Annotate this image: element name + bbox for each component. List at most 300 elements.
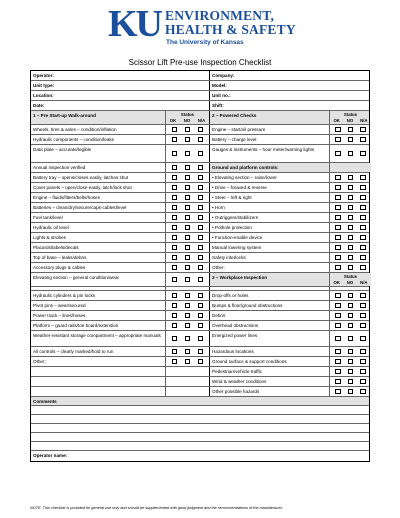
section-header-row bbox=[31, 111, 369, 125]
item-s1-12: Top of base – leaks/debris bbox=[33, 254, 87, 260]
checkbox-ok[interactable] bbox=[172, 265, 178, 271]
blank-status bbox=[165, 387, 209, 396]
checkbox-ok[interactable] bbox=[335, 313, 341, 319]
checkbox-ok[interactable] bbox=[172, 127, 178, 133]
checklist-row bbox=[31, 331, 369, 347]
checkbox-na[interactable] bbox=[360, 313, 366, 319]
status-col-na: N/A bbox=[360, 118, 368, 123]
info-location-label: Location: bbox=[33, 92, 54, 98]
checkbox-no[interactable] bbox=[185, 255, 191, 261]
status-checkboxes bbox=[165, 233, 209, 242]
status-label: Status bbox=[180, 112, 195, 117]
checkbox-ok[interactable] bbox=[335, 151, 341, 157]
checklist-row bbox=[31, 173, 369, 183]
item-s2-7: • Horn bbox=[209, 203, 329, 212]
status-label: Status bbox=[343, 274, 358, 279]
checkbox-na[interactable] bbox=[198, 359, 204, 365]
item-s3-4: Energized power lines bbox=[209, 331, 329, 346]
checkbox-na[interactable] bbox=[198, 127, 204, 133]
checkbox-na[interactable] bbox=[360, 185, 366, 191]
comments-label: Comments bbox=[33, 398, 57, 404]
checkbox-ok[interactable] bbox=[172, 185, 178, 191]
checkbox-na[interactable] bbox=[198, 185, 204, 191]
ku-ehs-logo bbox=[108, 3, 298, 50]
checkbox-ok[interactable] bbox=[172, 303, 178, 309]
status-checkboxes bbox=[165, 173, 209, 182]
checklist-row bbox=[31, 291, 369, 301]
status-col-no: NO bbox=[346, 118, 354, 123]
checkbox-na[interactable] bbox=[198, 293, 204, 299]
checkbox-no[interactable] bbox=[348, 185, 354, 191]
item-s1-10: Lights & strobes bbox=[33, 234, 66, 240]
item-s3-6: Ground surface & support conditions bbox=[209, 357, 329, 366]
info-row bbox=[31, 91, 369, 101]
info-shift-label: Shift: bbox=[209, 101, 371, 110]
item-s1-17: Power track – lines/hoses bbox=[33, 312, 86, 318]
checkbox-na[interactable] bbox=[360, 255, 366, 261]
checkbox-ok[interactable] bbox=[335, 369, 341, 375]
checkbox-na[interactable] bbox=[360, 235, 366, 241]
item-s2-1: Battery – charge level bbox=[209, 135, 329, 144]
status-checkboxes bbox=[165, 213, 209, 222]
checkbox-na[interactable] bbox=[198, 235, 204, 241]
checkbox-ok[interactable] bbox=[335, 336, 341, 342]
checkbox-ok[interactable] bbox=[172, 245, 178, 251]
section-2-title: 2 – Powered Checks bbox=[209, 111, 329, 124]
checkbox-na[interactable] bbox=[198, 137, 204, 143]
item-s1-15: Hydraulic cylinders & pin locks bbox=[33, 292, 96, 298]
status-checkboxes bbox=[165, 163, 209, 172]
info-date-label: Date: bbox=[33, 102, 45, 108]
checkbox-no[interactable] bbox=[185, 185, 191, 191]
checkbox-na[interactable] bbox=[198, 175, 204, 181]
item-s2-8: • Outriggers/stabilizers bbox=[209, 213, 329, 222]
checklist-row bbox=[31, 311, 369, 321]
status-label: Status bbox=[343, 112, 358, 117]
checkbox-no[interactable] bbox=[348, 151, 354, 157]
status-checkboxes bbox=[165, 223, 209, 232]
checkbox-na[interactable] bbox=[198, 195, 204, 201]
checkbox-no[interactable] bbox=[348, 175, 354, 181]
checklist-row bbox=[31, 135, 369, 145]
checklist-row bbox=[31, 145, 369, 163]
blank-cell bbox=[31, 377, 165, 386]
item-s1-7: Batteries – clean/dry/secure/caps-cables/level bbox=[33, 204, 127, 210]
checkbox-no[interactable] bbox=[348, 349, 354, 355]
item-s2-6: • Steer – left & right bbox=[209, 193, 329, 202]
checkbox-no[interactable] bbox=[185, 313, 191, 319]
checkbox-ok[interactable] bbox=[335, 255, 341, 261]
blank-status bbox=[165, 377, 209, 386]
item-s1-8: Fuel tank/level bbox=[33, 214, 63, 220]
status-checkboxes bbox=[329, 135, 371, 144]
checkbox-na[interactable] bbox=[360, 127, 366, 133]
item-s2-5: • Drive – forward & reverse bbox=[209, 183, 329, 192]
checkbox-na[interactable] bbox=[198, 151, 204, 157]
info-company-label: Company: bbox=[209, 71, 371, 80]
checkbox-ok[interactable] bbox=[172, 195, 178, 201]
checkbox-na[interactable] bbox=[198, 265, 204, 271]
checkbox-no[interactable] bbox=[185, 359, 191, 365]
checkbox-no[interactable] bbox=[348, 323, 354, 329]
checkbox-ok[interactable] bbox=[335, 245, 341, 251]
status-checkboxes bbox=[329, 203, 371, 212]
checklist-row bbox=[31, 377, 369, 387]
logo-line-health-safety: HEALTH & SAFETY bbox=[165, 22, 296, 37]
status-checkboxes bbox=[329, 291, 371, 300]
item-s1-13: Accessory plugs & cables bbox=[33, 264, 86, 270]
checkbox-ok[interactable] bbox=[335, 323, 341, 329]
status-col-ok: OK bbox=[333, 118, 340, 123]
checkbox-na[interactable] bbox=[198, 349, 204, 355]
status-col-no: NO bbox=[183, 118, 191, 123]
checkbox-ok[interactable] bbox=[172, 359, 178, 365]
status-checkboxes bbox=[329, 301, 371, 310]
checkbox-ok[interactable] bbox=[335, 389, 341, 395]
comment-line bbox=[31, 442, 369, 451]
checkbox-ok[interactable] bbox=[335, 185, 341, 191]
checkbox-no[interactable] bbox=[348, 293, 354, 299]
status-checkboxes bbox=[329, 125, 371, 134]
item-s2-0: Engine – start/oil pressure bbox=[209, 125, 329, 134]
checkbox-na[interactable] bbox=[360, 205, 366, 211]
item-s1-16: Pivot pins – wear/secured bbox=[33, 302, 86, 308]
checkbox-na[interactable] bbox=[360, 349, 366, 355]
item-s1-5: Cover panels – open/close easily, latch/lock shut bbox=[33, 184, 132, 190]
checkbox-na[interactable] bbox=[360, 175, 366, 181]
checkbox-na[interactable] bbox=[198, 303, 204, 309]
item-s2-12: Safety interlocks bbox=[209, 253, 329, 262]
checkbox-na[interactable] bbox=[360, 379, 366, 385]
checkbox-ok[interactable] bbox=[172, 215, 178, 221]
checkbox-ok[interactable] bbox=[172, 349, 178, 355]
checkbox-no[interactable] bbox=[348, 369, 354, 375]
info-operator-label: Operator: bbox=[33, 72, 54, 78]
checkbox-no[interactable] bbox=[185, 165, 191, 171]
checklist-row bbox=[31, 263, 369, 273]
checkbox-ok[interactable] bbox=[172, 225, 178, 231]
item-s1-11: Placards/labels/decals bbox=[33, 244, 79, 250]
checkbox-ok[interactable] bbox=[172, 277, 178, 283]
checkbox-no[interactable] bbox=[185, 225, 191, 231]
item-s1-20: All controls – clearly marked/hold to run bbox=[33, 348, 114, 354]
checkbox-na[interactable] bbox=[360, 369, 366, 375]
checkbox-no[interactable] bbox=[348, 265, 354, 271]
item-s2-13: Other: bbox=[209, 263, 329, 272]
item-s1-9: Hydraulic oil level bbox=[33, 224, 69, 230]
status-checkboxes bbox=[329, 183, 371, 192]
checkbox-no[interactable] bbox=[348, 359, 354, 365]
status-checkboxes bbox=[329, 347, 371, 356]
status-checkboxes bbox=[165, 243, 209, 252]
checklist-row bbox=[31, 203, 369, 213]
status-checkboxes bbox=[329, 263, 371, 272]
blank-status bbox=[329, 287, 371, 290]
status-header bbox=[329, 273, 371, 286]
checkbox-ok[interactable] bbox=[172, 323, 178, 329]
checkbox-no[interactable] bbox=[185, 215, 191, 221]
checklist-table bbox=[30, 70, 370, 462]
comment-line bbox=[31, 406, 369, 415]
checklist-title: Scissor Lift Pre-use Inspection Checklist bbox=[128, 58, 272, 67]
checkbox-no[interactable] bbox=[185, 323, 191, 329]
checkbox-no[interactable] bbox=[348, 195, 354, 201]
checkbox-ok[interactable] bbox=[335, 195, 341, 201]
checkbox-no[interactable] bbox=[185, 277, 191, 283]
item-s1-19: Weather-resistant storage compartment – appropriate manuals bbox=[33, 332, 161, 338]
checkbox-na[interactable] bbox=[198, 255, 204, 261]
item-s2-10: • Function-enable device bbox=[209, 233, 329, 242]
item-s3-3: Overhead obstructions bbox=[209, 321, 329, 330]
status-col-ok: OK bbox=[169, 118, 177, 123]
section-3-title: 3 – Workplace Inspection bbox=[209, 273, 329, 286]
info-unit_type-label: Unit type: bbox=[33, 82, 55, 88]
status-checkboxes bbox=[165, 291, 209, 300]
checkbox-no[interactable] bbox=[185, 151, 191, 157]
checkbox-no[interactable] bbox=[348, 379, 354, 385]
checkbox-no[interactable] bbox=[185, 195, 191, 201]
item-s2-9: • Pothole protection bbox=[209, 223, 329, 232]
checkbox-ok[interactable] bbox=[335, 359, 341, 365]
comment-input-line[interactable] bbox=[31, 433, 371, 441]
status-checkboxes bbox=[165, 183, 209, 192]
checkbox-na[interactable] bbox=[198, 245, 204, 251]
checkbox-na[interactable] bbox=[360, 225, 366, 231]
item-s1-4: Battery tray – opens/closes easily, latches shut bbox=[33, 174, 129, 180]
checkbox-na[interactable] bbox=[360, 303, 366, 309]
comment-line bbox=[31, 433, 369, 442]
checkbox-no[interactable] bbox=[185, 205, 191, 211]
status-columns bbox=[330, 280, 371, 285]
item-s3-2: Debris bbox=[209, 311, 329, 320]
checklist-row bbox=[31, 213, 369, 223]
comment-line bbox=[31, 424, 369, 433]
checkbox-na[interactable] bbox=[360, 323, 366, 329]
checkbox-ok[interactable] bbox=[172, 235, 178, 241]
logo-line-environment: ENVIRONMENT, bbox=[165, 8, 275, 23]
info-row bbox=[31, 71, 369, 81]
checkbox-no[interactable] bbox=[348, 235, 354, 241]
blank-status bbox=[329, 163, 371, 172]
item-s1-21: Other: bbox=[33, 358, 46, 364]
status-checkboxes bbox=[165, 193, 209, 202]
checkbox-na[interactable] bbox=[198, 336, 204, 342]
checklist-row bbox=[31, 125, 369, 135]
status-checkboxes bbox=[329, 173, 371, 182]
checkbox-no[interactable] bbox=[348, 137, 354, 143]
checkbox-na[interactable] bbox=[360, 293, 366, 299]
checkbox-no[interactable] bbox=[348, 215, 354, 221]
checkbox-no[interactable] bbox=[185, 245, 191, 251]
status-checkboxes bbox=[329, 193, 371, 202]
checkbox-no[interactable] bbox=[185, 303, 191, 309]
comment-input-line[interactable] bbox=[31, 442, 371, 450]
blank-status bbox=[165, 287, 209, 290]
item-s2-4: • Elevating section – raise/lower bbox=[209, 173, 329, 182]
checkbox-no[interactable] bbox=[348, 205, 354, 211]
status-checkboxes bbox=[165, 357, 209, 366]
status-columns bbox=[166, 118, 209, 123]
checkbox-no[interactable] bbox=[185, 349, 191, 355]
checkbox-na[interactable] bbox=[198, 205, 204, 211]
status-checkboxes bbox=[329, 357, 371, 366]
checkbox-ok[interactable] bbox=[172, 255, 178, 261]
item-s3-1: Bumps & floor/ground obstructions bbox=[209, 301, 329, 310]
item-s3-9: Other possible hazards bbox=[209, 387, 329, 396]
status-checkboxes bbox=[165, 321, 209, 330]
checkbox-na[interactable] bbox=[360, 265, 366, 271]
checkbox-ok[interactable] bbox=[335, 265, 341, 271]
operator-name-label: Operator name: bbox=[33, 452, 68, 458]
status-checkboxes bbox=[329, 331, 371, 346]
checkbox-ok[interactable] bbox=[172, 137, 178, 143]
checklist-row bbox=[31, 163, 369, 173]
status-checkboxes bbox=[329, 213, 371, 222]
status-checkboxes bbox=[165, 273, 209, 286]
comment-line bbox=[31, 415, 369, 424]
blank-status bbox=[165, 367, 209, 376]
checkbox-ok[interactable] bbox=[335, 175, 341, 181]
footnote: NOTE: This checklist is provided for general use only and should be supplemented with good judgment and the recommendations of the manufacturer. bbox=[30, 506, 283, 510]
checkbox-ok[interactable] bbox=[335, 225, 341, 231]
checkbox-na[interactable] bbox=[198, 323, 204, 329]
item-s2-3: Ground and platform controls: bbox=[209, 163, 371, 172]
status-checkboxes bbox=[329, 321, 371, 330]
status-col-ok: OK bbox=[333, 280, 340, 285]
checkbox-na[interactable] bbox=[198, 165, 204, 171]
checkbox-no[interactable] bbox=[185, 137, 191, 143]
status-header bbox=[165, 111, 209, 124]
status-checkboxes bbox=[329, 377, 371, 386]
checkbox-na[interactable] bbox=[360, 336, 366, 342]
checkbox-no[interactable] bbox=[348, 303, 354, 309]
item-s1-1: Hydraulic components – condition/leaks bbox=[33, 136, 114, 142]
checkbox-ok[interactable] bbox=[172, 313, 178, 319]
checkbox-no[interactable] bbox=[348, 336, 354, 342]
info-row bbox=[31, 101, 369, 111]
checkbox-no[interactable] bbox=[185, 336, 191, 342]
checkbox-no[interactable] bbox=[348, 225, 354, 231]
item-s1-18: Platform – guard rails/toe board/extension bbox=[33, 322, 119, 328]
checkbox-ok[interactable] bbox=[335, 127, 341, 133]
checkbox-ok[interactable] bbox=[335, 215, 341, 221]
checkbox-ok[interactable] bbox=[172, 151, 178, 157]
status-checkboxes bbox=[165, 203, 209, 212]
checkbox-na[interactable] bbox=[360, 359, 366, 365]
blank-cell bbox=[31, 387, 165, 396]
checkbox-na[interactable] bbox=[198, 225, 204, 231]
checklist-row bbox=[31, 321, 369, 331]
checkbox-na[interactable] bbox=[360, 215, 366, 221]
checkbox-no[interactable] bbox=[185, 265, 191, 271]
checkbox-na[interactable] bbox=[198, 277, 204, 283]
status-col-no: NO bbox=[346, 280, 354, 285]
status-checkboxes bbox=[165, 145, 209, 162]
checkbox-no[interactable] bbox=[185, 293, 191, 299]
checkbox-ok[interactable] bbox=[335, 293, 341, 299]
checkbox-na[interactable] bbox=[360, 195, 366, 201]
checkbox-no[interactable] bbox=[348, 255, 354, 261]
checkbox-no[interactable] bbox=[185, 127, 191, 133]
checklist-row bbox=[31, 273, 369, 287]
item-s1-14: Elevating section – general condition/wear bbox=[33, 274, 120, 280]
blank-cell bbox=[209, 287, 329, 290]
checkbox-no[interactable] bbox=[348, 245, 354, 251]
checkbox-ok[interactable] bbox=[172, 175, 178, 181]
status-checkboxes bbox=[329, 233, 371, 242]
item-s2-11: Manual lowering system bbox=[209, 243, 329, 252]
status-checkboxes bbox=[165, 253, 209, 262]
status-columns bbox=[330, 118, 371, 123]
checklist-row bbox=[31, 193, 369, 203]
checkbox-na[interactable] bbox=[360, 245, 366, 251]
checklist-row bbox=[31, 223, 369, 233]
info-row bbox=[31, 81, 369, 91]
checklist-row bbox=[31, 357, 369, 367]
checkbox-ok[interactable] bbox=[172, 205, 178, 211]
blank-cell bbox=[31, 367, 165, 376]
status-checkboxes bbox=[329, 243, 371, 252]
status-checkboxes bbox=[165, 311, 209, 320]
checkbox-no[interactable] bbox=[348, 389, 354, 395]
checkbox-no[interactable] bbox=[185, 235, 191, 241]
checkbox-no[interactable] bbox=[348, 127, 354, 133]
checkbox-ok[interactable] bbox=[172, 336, 178, 342]
checkbox-ok[interactable] bbox=[335, 137, 341, 143]
blank-cell bbox=[31, 287, 165, 290]
status-checkboxes bbox=[165, 331, 209, 346]
checkbox-ok[interactable] bbox=[172, 165, 178, 171]
checklist-row bbox=[31, 387, 369, 397]
section-1-title: 1 – Pre Start-up Walk-around bbox=[33, 112, 96, 118]
checkbox-ok[interactable] bbox=[172, 293, 178, 299]
item-s1-0: Wheels, tires & axles – condition/inflation bbox=[33, 126, 117, 132]
info-unit_no-label: Unit no.: bbox=[209, 91, 371, 100]
item-s1-6: Engine – fluids/filters/belts/hoses bbox=[33, 194, 100, 200]
comment-input-line[interactable] bbox=[31, 424, 371, 432]
checkbox-ok[interactable] bbox=[335, 349, 341, 355]
checklist-row bbox=[31, 301, 369, 311]
checkbox-no[interactable] bbox=[348, 313, 354, 319]
checkbox-na[interactable] bbox=[360, 137, 366, 143]
signature-row bbox=[31, 451, 369, 461]
checklist-row bbox=[31, 233, 369, 243]
status-col-na: N/A bbox=[197, 118, 206, 123]
status-checkboxes bbox=[165, 301, 209, 310]
checkbox-na[interactable] bbox=[360, 389, 366, 395]
checkbox-no[interactable] bbox=[185, 175, 191, 181]
comments-row bbox=[31, 397, 369, 406]
comment-input-line[interactable] bbox=[31, 415, 371, 423]
checkbox-ok[interactable] bbox=[335, 379, 341, 385]
status-checkboxes bbox=[165, 125, 209, 134]
status-checkboxes bbox=[329, 223, 371, 232]
checkbox-ok[interactable] bbox=[335, 235, 341, 241]
checkbox-ok[interactable] bbox=[335, 205, 341, 211]
ku-logo-mark: KU bbox=[108, 3, 161, 45]
checkbox-ok[interactable] bbox=[335, 303, 341, 309]
status-checkboxes bbox=[165, 135, 209, 144]
item-s3-7: Pedestrian/vehicle traffic bbox=[209, 367, 329, 376]
checkbox-na[interactable] bbox=[360, 151, 366, 157]
checkbox-na[interactable] bbox=[198, 313, 204, 319]
comment-input-line[interactable] bbox=[31, 406, 371, 414]
status-checkboxes bbox=[329, 311, 371, 320]
checkbox-na[interactable] bbox=[198, 215, 204, 221]
item-s2-2: Gauges & instruments – hour meter/warning lights bbox=[209, 145, 329, 162]
checklist-row bbox=[31, 253, 369, 263]
item-s3-8: Wind & weather conditions bbox=[209, 377, 329, 386]
